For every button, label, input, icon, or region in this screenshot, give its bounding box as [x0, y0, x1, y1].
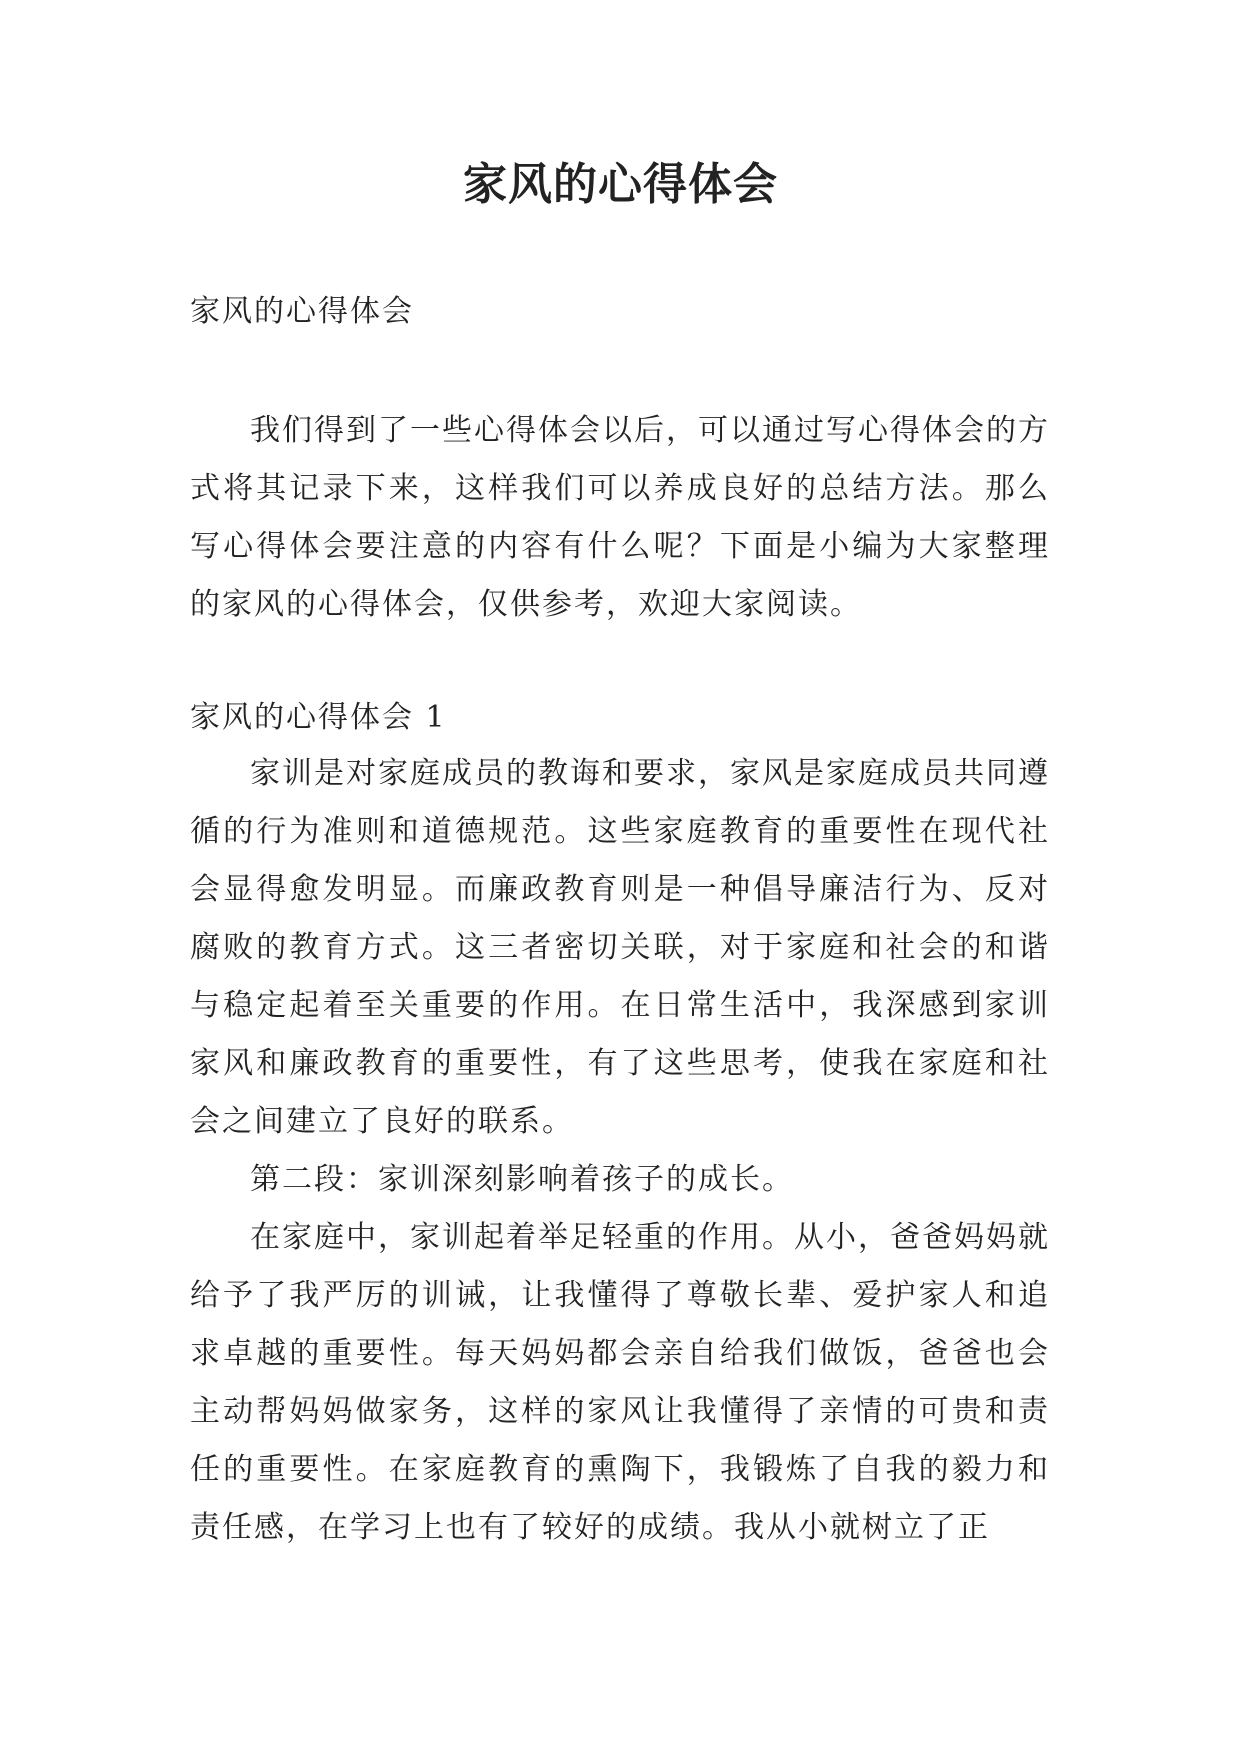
- document-title: 家风的心得体会: [463, 159, 778, 210]
- intro-block: [190, 402, 1050, 634]
- body-paragraph-2: 第二段：家训深刻影响着孩子的成长。: [250, 1162, 794, 1197]
- intro-paragraph: 我们得到了一些心得体会以后，可以通过写心得体会的方式将其记录下来，这样我们可以养成良好的总结方法。那么写心得体会要注意的内容有什么呢？下面是小编为大家整理的家风的心得体会，仅供参考，欢迎大家阅读。: [190, 413, 1050, 622]
- body-paragraph-3: 在家庭中，家训起着举足轻重的作用。从小，爸爸妈妈就给予了我严厉的训诫，让我懂得了尊敬长辈、爱护家人和追求卓越的重要性。每天妈妈都会亲自给我们做饭，爸爸也会主动帮妈妈做家务，这样的家风让我懂得了亲情的可贵和责任的重要性。在家庭教育的熏陶下，我锻炼了自我的毅力和责任感，在学习上也有了较好的成绩。我从小就树立了正: [190, 1220, 1050, 1545]
- body-text: [190, 745, 1050, 1557]
- section-heading: 家风的心得体会 1: [190, 700, 447, 735]
- body-paragraph-1: 家训是对家庭成员的教诲和要求，家风是家庭成员共同遵循的行为准则和道德规范。这些家庭教育的重要性在现代社会显得愈发明显。而廉政教育则是一种倡导廉洁行为、反对腐败的教育方式。这三者密切关联，对于家庭和社会的和谐与稳定起着至关重要的作用。在日常生活中，我深感到家训家风和廉政教育的重要性，有了这些思考，使我在家庭和社会之间建立了良好的联系。: [190, 756, 1050, 1139]
- document-subtitle: 家风的心得体会: [190, 294, 414, 329]
